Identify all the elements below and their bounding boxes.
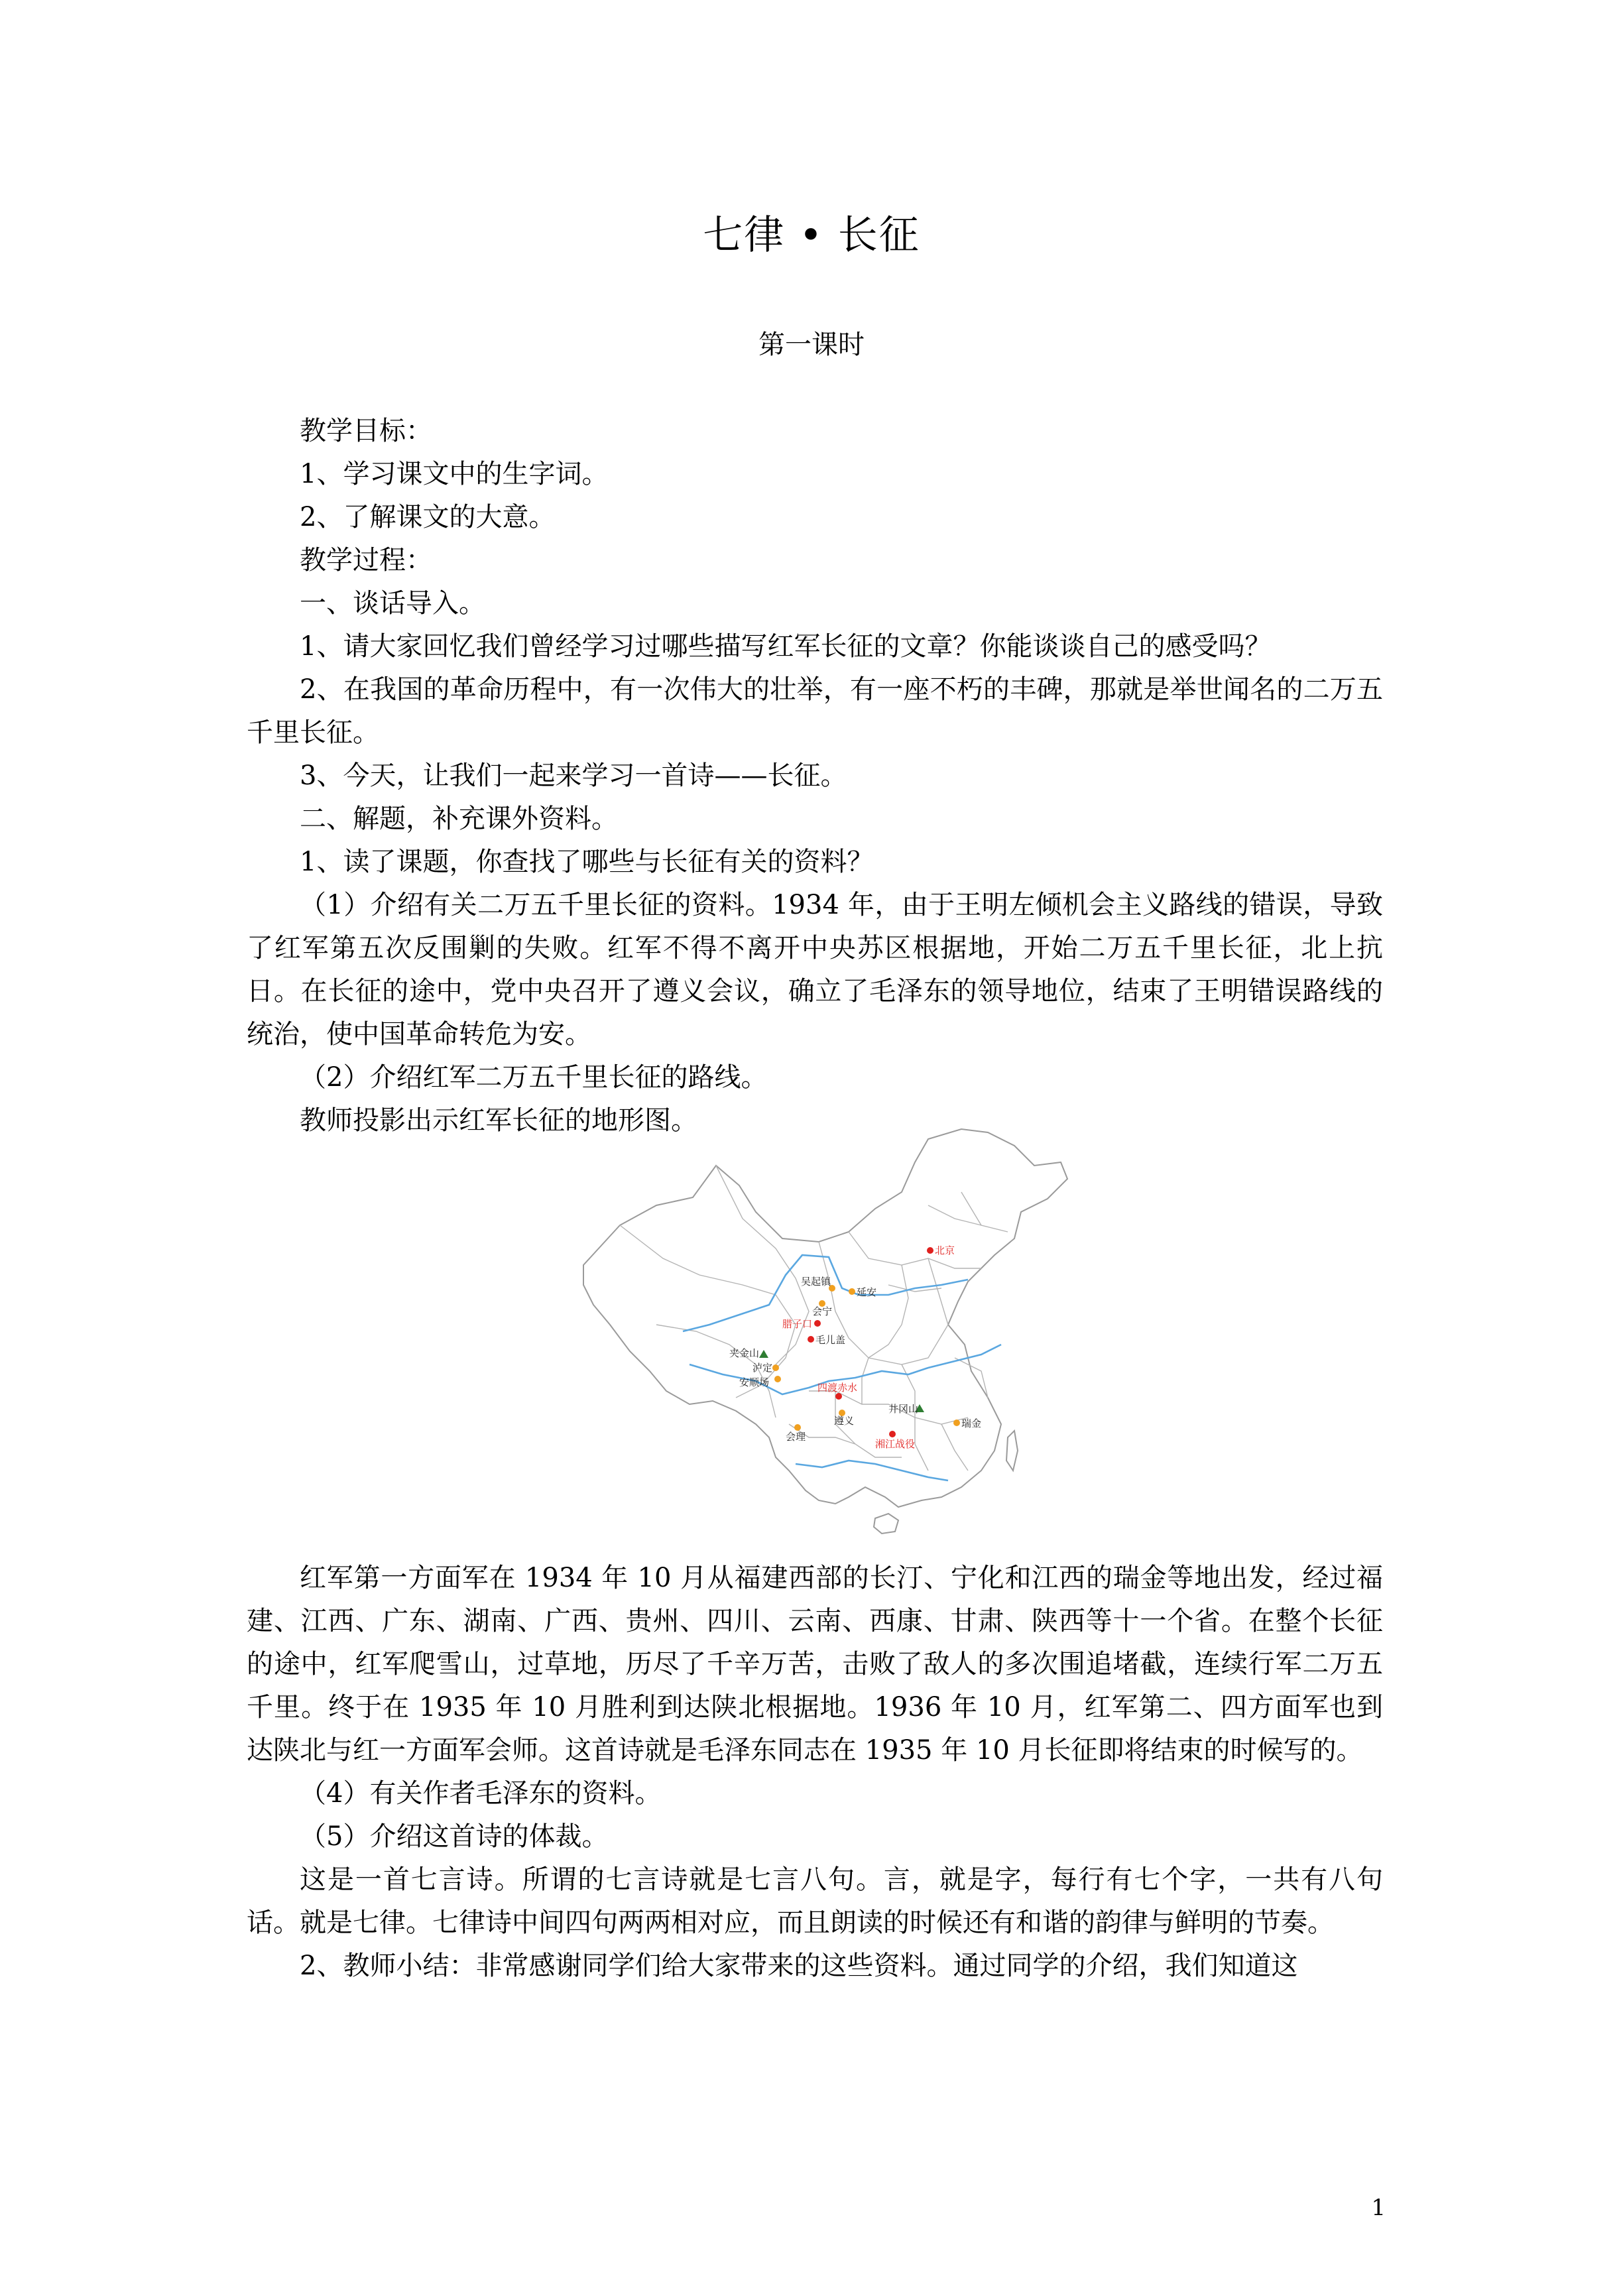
paragraph: 这是一首七言诗。所谓的七言诗就是七言八句。言，就是字，每行有七个字，一共有八句话。就是七律。七律诗中间四句两两相对应，而且朗读的时候还有和谐的韵律与鲜明的节奏。 <box>247 1864 1383 1938</box>
label-luding: 泸定 <box>752 1362 773 1374</box>
jiajinshan-mountain-icon <box>759 1350 768 1358</box>
maoergai-marker <box>808 1336 814 1343</box>
yanan-marker <box>849 1288 855 1295</box>
paragraph: （1）介绍有关二万五千里长征的资料。1934 年，由于王明左倾机会主义路线的错误，导致了红军第五次反围剿的失败。红军不得不离开中央苏区根据地，开始二万五千里长征，北上抗日。在长征的途中，党中央召开了遵义会议，确立了毛泽东的领导地位，结束了王明错误路线的统治，使中国革命转危为安。 <box>247 890 1383 1050</box>
xiangjiang-marker <box>889 1431 896 1437</box>
china-outline <box>583 1129 1067 1507</box>
label-zunyi: 遵义 <box>834 1415 855 1427</box>
paragraph: 1、读了课题，你查找了哪些与长征有关的资料？ <box>300 847 874 877</box>
paragraph: 教学目标： <box>300 416 432 446</box>
label-yanan: 延安 <box>857 1286 877 1298</box>
label-maoergai: 毛儿盖 <box>815 1334 846 1346</box>
paragraph: 二、解题，补充课外资料。 <box>300 804 618 834</box>
paragraph: （2）介绍红军二万五千里长征的路线。 <box>300 1062 768 1093</box>
paragraph: 教学过程： <box>300 545 432 575</box>
label-xiangjiang: 湘江战役 <box>875 1438 916 1450</box>
long-march-map-svg <box>557 1126 1074 1543</box>
label-huili: 会理 <box>786 1431 806 1443</box>
page-number: 1 <box>1371 2195 1386 2221</box>
lesson-subtitle: 第一课时 <box>758 330 865 360</box>
paragraph: （5）介绍这首诗的体裁。 <box>300 1821 609 1852</box>
map-labels <box>729 1244 981 1450</box>
paragraph: 2、了解课文的大意。 <box>300 502 556 532</box>
label-lazikou: 腊子口 <box>782 1318 813 1330</box>
document-title: 七律 • 长征 <box>703 212 920 259</box>
paragraph: 红军第一方面军在 1934 年 10 月从福建西部的长汀、宁化和江西的瑞金等地出发，经过福建、江西、广东、湖南、广西、贵州、四川、云南、西康、甘肃、陕西等十一个省。在整个长征的途中，红军爬雪山，过草地，历尽了千辛万苦，击败了敌人的多次围追堵截，连续行军二万五千里。终于在 1935 年 10 月胜利到达陕北根据地。1936 年 10 月，红军第二、四方面军也到达陕北与红一方面军会师。这首诗就是毛泽东同志在 1935 年 10 月长征即将结束的时候写的。 <box>247 1563 1383 1766</box>
label-wuqizhen: 吴起镇 <box>801 1276 831 1288</box>
label-ruijin: 瑞金 <box>961 1418 982 1429</box>
anshunchang-marker <box>774 1376 781 1382</box>
map-markers <box>759 1247 960 1437</box>
lazikou-marker <box>814 1320 821 1327</box>
huili-marker <box>794 1424 801 1431</box>
rivers <box>683 1255 1001 1480</box>
paragraph: 2、教师小结：非常感谢同学们给大家带来的这些资料。通过同学的介绍，我们知道这 <box>300 1951 1298 1981</box>
taiwan-island <box>1006 1431 1018 1471</box>
ruijin-marker <box>953 1420 960 1426</box>
sidu-chishui-marker <box>835 1393 842 1400</box>
label-anshunchang: 安顺场 <box>739 1376 770 1388</box>
luding-marker <box>772 1364 779 1371</box>
province-borders <box>620 1166 1008 1471</box>
paragraph: 一、谈话导入。 <box>300 588 485 619</box>
paragraph: 3、今天，让我们一起来学习一首诗——长征。 <box>300 760 847 791</box>
body-text-after-map <box>247 1557 1383 1988</box>
paragraph: 教师投影出示红军长征的地形图。 <box>300 1105 697 1136</box>
label-huining: 会宁 <box>812 1305 833 1317</box>
paragraph: （4）有关作者毛泽东的资料。 <box>300 1778 662 1809</box>
label-sidu-chishui: 四渡赤水 <box>817 1382 858 1394</box>
beijing-marker <box>927 1247 933 1254</box>
label-beijing: 北京 <box>935 1244 955 1256</box>
long-march-map <box>557 1126 1074 1543</box>
paragraph: 1、请大家回忆我们曾经学习过哪些描写红军长征的文章？你能谈谈自己的感受吗？ <box>300 631 1272 662</box>
paragraph: 1、学习课文中的生字词。 <box>300 459 609 489</box>
hainan-island <box>874 1514 898 1534</box>
body-text-before-map <box>247 410 1383 1142</box>
paragraph: 2、在我国的革命历程中，有一次伟大的壮举，有一座不朽的丰碑，那就是举世闻名的二万五千里长征。 <box>247 674 1383 748</box>
label-jinggangshan: 井冈山 <box>888 1403 919 1415</box>
label-jiajinshan: 夹金山 <box>729 1347 760 1359</box>
